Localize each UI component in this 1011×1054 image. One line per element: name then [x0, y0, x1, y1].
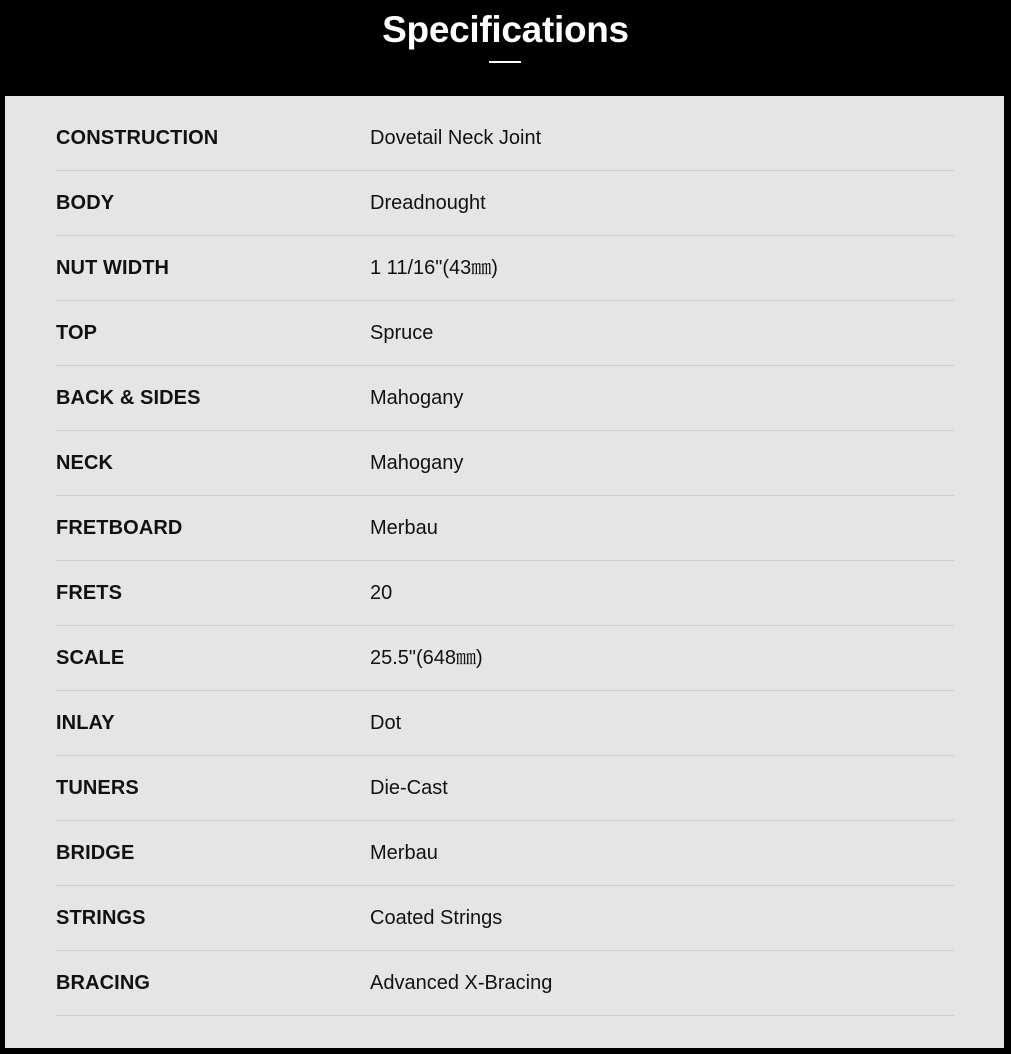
spec-value: 1 11/16"(43㎜): [370, 257, 498, 279]
title-underline-divider: [489, 61, 521, 63]
spec-value: Advanced X-Bracing: [370, 972, 553, 994]
spec-label: NUT WIDTH: [56, 257, 170, 279]
spec-row-top: [56, 301, 954, 366]
spec-row-scale: [56, 626, 954, 691]
spec-value: 20: [370, 582, 393, 604]
spec-label: BODY: [56, 192, 115, 214]
spec-value: Merbau: [370, 842, 438, 864]
spec-label: CONSTRUCTION: [56, 127, 219, 149]
spec-label: FRETS: [56, 582, 123, 604]
spec-value: Dot: [370, 712, 402, 734]
spec-row-fretboard: [56, 496, 954, 561]
spec-row-inlay: [56, 691, 954, 756]
spec-label: STRINGS: [56, 907, 146, 929]
spec-label: BRACING: [56, 972, 151, 994]
spec-label: TUNERS: [56, 777, 139, 799]
specifications-panel: [5, 96, 1004, 1048]
spec-value: Spruce: [370, 322, 434, 344]
spec-row-nut-width: [56, 236, 954, 301]
spec-value: Mahogany: [370, 452, 464, 474]
spec-list: [56, 106, 954, 1016]
spec-label: BRIDGE: [56, 842, 135, 864]
spec-value: Dreadnought: [370, 192, 486, 214]
spec-row-body: [56, 171, 954, 236]
page-header: [0, 0, 1011, 96]
spec-row-neck: [56, 431, 954, 496]
spec-value: 25.5"(648㎜): [370, 647, 483, 669]
spec-row-back-sides: [56, 366, 954, 431]
spec-label: SCALE: [56, 647, 125, 669]
spec-label: INLAY: [56, 712, 115, 734]
spec-row-bridge: [56, 821, 954, 886]
spec-label: FRETBOARD: [56, 517, 183, 539]
spec-value: Mahogany: [370, 387, 464, 409]
spec-value: Dovetail Neck Joint: [370, 127, 542, 149]
spec-row-bracing: [56, 951, 954, 1016]
spec-label: NECK: [56, 452, 114, 474]
spec-row-strings: [56, 886, 954, 951]
spec-value: Merbau: [370, 517, 438, 539]
spec-value: Die-Cast: [370, 777, 448, 799]
page-title: Specifications: [382, 9, 629, 50]
spec-value: Coated Strings: [370, 907, 503, 929]
spec-row-tuners: [56, 756, 954, 821]
spec-row-construction: [56, 106, 954, 171]
spec-row-frets: [56, 561, 954, 626]
spec-label: BACK & SIDES: [56, 387, 201, 409]
spec-label: TOP: [56, 322, 98, 344]
